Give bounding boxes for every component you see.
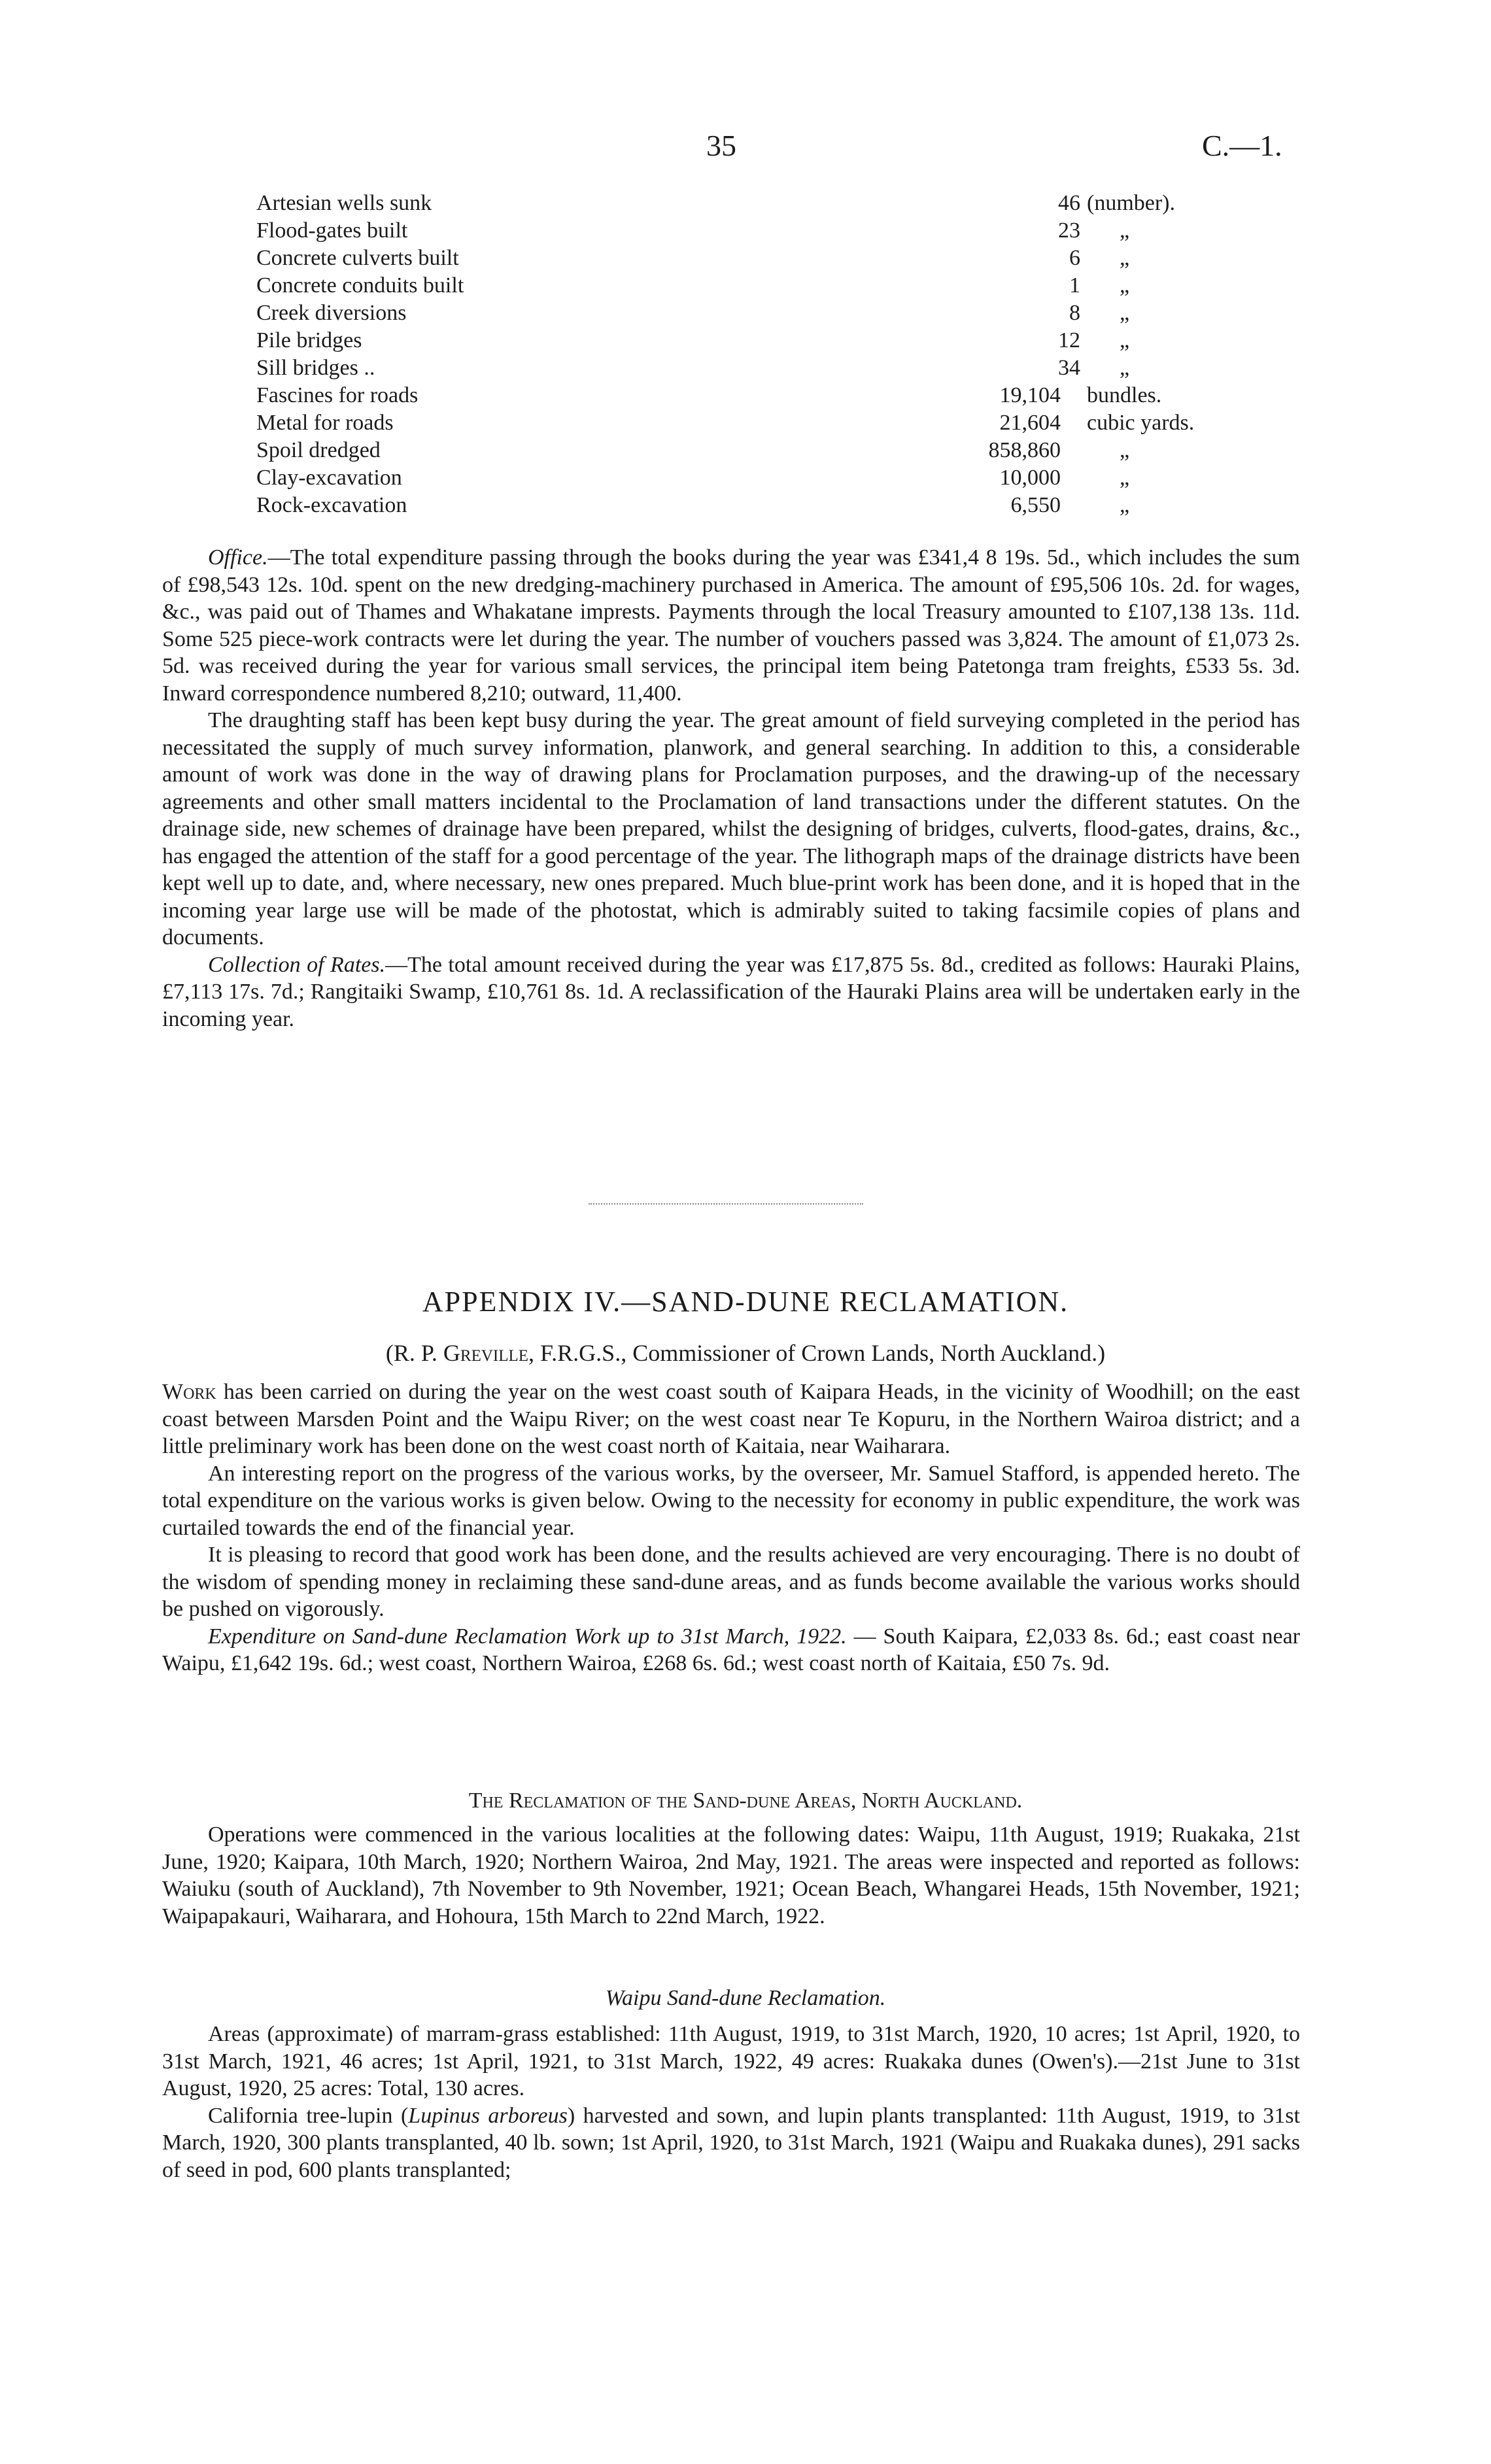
waipu-section [162, 2021, 1300, 2183]
author-name: Greville [443, 1340, 529, 1366]
stat-label: Pile bridges [256, 328, 367, 353]
author-suffix: , F.R.G.S., Commissioner of Crown Lands, North Auckland.) [528, 1340, 1106, 1366]
stat-value: 19,104 [999, 383, 1061, 407]
stat-row [256, 246, 1237, 273]
lupin-text: ) harvested and sown, and lupin plants transplanted: 11th August, 1919, to 31st March, 1920, 300 plants transplanted, 40 lb. sown; 1st April, 1920, to 31st March, 1921 (Waipu and Ruakaka dunes), 291 sacks of seed in pod, 600 plants transplanted; [162, 2103, 1300, 2182]
rates-text: —The total amount received during the year was £17,875 5s. 8d., credited as follows: Hauraki Plains, £7,113 17s. 7d.; Rangitaiki Swamp, £10,761 8s. 1d. A reclassification of the Hauraki Plains area will be undertaken early in the incoming year. [162, 952, 1300, 1031]
draughting-paragraph: The draughting staff has been kept busy during the year. The great amount of field surveying completed in the period has necessitated the supply of much survey information, planwork, and general searching. In addition to this, a considerable amount of work was done in the way of drawing plans for Proclamation purposes, and the drawing-up of the necessary agreements and other small matters incidental to the Proclamation of land transactions under the different statutes. On the drainage side, new schemes of drainage have been prepared, whilst the designing of bridges, culverts, flood-gates, drains, &c., has engaged the attention of the staff for a good percentage of the year. The lithograph maps of the drainage districts have been kept well up to date, and, where necessary, new ones prepared. Much blue-print work has been done, and it is hoped that in the incoming year large use will be made of the photostat, which is admirably suited to taking facsimile copies of plans and documents. [162, 708, 1300, 950]
operations-section [162, 1821, 1300, 1930]
stat-unit: „ [1120, 493, 1130, 517]
expenditure-text: — South Kaipara, £2,033 8s. 6d.; east coast near Waipu, £1,642 19s. 6d.; west coast, Northern Wairoa, £268 6s. 6d.; west coast north of Kaitaia, £50 7s. 9d. [162, 1624, 1300, 1675]
stat-row [256, 438, 1237, 466]
stat-label: Artesian wells sunk [256, 191, 437, 216]
stat-label: Spoil dredged [256, 438, 386, 463]
stat-unit: „ [1120, 273, 1130, 298]
stat-unit: „ [1120, 356, 1130, 380]
stat-row [256, 466, 1237, 493]
rates-paragraph [162, 951, 1300, 1033]
stat-label: Creek diversions [256, 301, 411, 326]
waipu-subheading: Waipu Sand-dune Reclamation. [605, 1986, 886, 2010]
stat-value: 23 [1058, 218, 1080, 243]
office-section [162, 544, 1300, 1033]
stat-label: Metal for roads [256, 411, 399, 436]
stat-value: 46 [1058, 191, 1080, 215]
stat-value: 10,000 [999, 466, 1061, 490]
stat-unit: cubic yards. [1087, 411, 1195, 435]
document-reference: C.—1. [1202, 129, 1282, 162]
operations-paragraph: Operations were commenced in the various localities at the following dates: Waipu, 11th August, 1919; Ruakaka, 21st June, 1920; Kaipara, 10th March, 1920; Northern Wairoa, 2nd May, 1921. The areas were inspected and reported as follows: Waiuku (south of Auckland), 7th November to 9th November, 1921; Ocean Beach, Whangarei Heads, 15th November, 1921; Waipapakauri, Waiharara, and Hohoura, 15th March to 22nd March, 1922. [162, 1822, 1300, 1928]
work-paragraph [162, 1378, 1300, 1460]
stat-label: Rock-excavation [256, 493, 412, 518]
stat-label: Concrete culverts built [256, 246, 464, 271]
rates-lead: Collection of Rates. [208, 952, 386, 977]
stat-value: 21,604 [999, 411, 1061, 435]
stat-row [256, 383, 1237, 411]
stat-value: 8 [1069, 301, 1080, 325]
stat-label: Sill bridges .. [256, 356, 380, 381]
expenditure-paragraph [162, 1623, 1300, 1677]
stat-unit: „ [1120, 218, 1130, 243]
stat-label: Clay-excavation [256, 466, 407, 490]
office-lead: Office. [208, 545, 268, 570]
appendix-intro [162, 1378, 1300, 1677]
stat-value: 34 [1058, 356, 1080, 380]
stat-value: 858,860 [988, 438, 1061, 462]
stat-label: Concrete conduits built [256, 273, 469, 298]
work-text: has been carried on during the year on the west coast south of Kaipara Heads, in the vicinity of Woodhill; on the east coast between Marsden Point and the Waipu River; on the west coast near Te Kopuru, in the Northern Wairoa district; and a little preliminary work has been done on the west coast north of Kaitaia, near Waiharara. [162, 1380, 1300, 1458]
stat-unit: „ [1120, 466, 1130, 490]
stat-value: 6 [1069, 246, 1080, 270]
stat-row [256, 493, 1237, 521]
stat-value: 1 [1069, 273, 1080, 298]
stat-row [256, 356, 1237, 383]
stat-row [256, 273, 1237, 301]
lupin-scientific-name: Lupinus arboreus [408, 2103, 568, 2128]
author-prefix: (R. P. [385, 1340, 443, 1366]
page-number: 35 [706, 129, 736, 162]
stat-row [256, 191, 1237, 218]
report-paragraph: An interesting report on the progress of the various works, by the overseer, Mr. Samuel Stafford, is appended hereto. The total expenditure on the various works is given below. Owing to the necessity for economy in public expenditure, the work was curtailed towards the end of the financial year. [162, 1461, 1300, 1540]
stat-row [256, 328, 1237, 356]
stat-unit: „ [1120, 438, 1130, 462]
office-text: —The total expenditure passing through the books during the year was £341,4 8 19s. 5d., which includes the sum of £98,543 12s. 10d. spent on the new dredging-machinery purchased in America. The amount of £95,506 10s. 2d. for wages, &c., was paid out of Thames and Whakatane imprests. Payments through the local Treasury amounted to £107,138 13s. 11d. Some 525 piece-work contracts were let during the year. The number of vouchers passed was 3,824. The amount of £1,073 2s. 5d. was received during the year for various small services, the principal item being Patetonga tram freights, £533 5s. 3d. Inward correspondence numbered 8,210; outward, 11,400. [162, 545, 1300, 706]
stat-value: 12 [1058, 328, 1080, 352]
stat-row [256, 411, 1237, 438]
appendix-author [0, 1339, 1491, 1367]
areas-paragraph: Areas (approximate) of marram-grass established: 11th August, 1919, to 31st March, 1920, 10 acres; 1st April, 1920, to 31st March, 1921, 46 acres; 1st April, 1921, to 31st March, 1922, 49 acres: Ruakaka dunes (Owen's).—21st June to 31st August, 1920, 25 acres: Total, 130 acres. [162, 2022, 1300, 2100]
office-paragraph [162, 544, 1300, 707]
expenditure-lead: Expenditure on Sand-dune Reclamation Work up to 31st March, 1922. [208, 1624, 847, 1649]
stat-row [256, 218, 1237, 246]
stat-value: 6,550 [1010, 493, 1061, 517]
stat-label: Fascines for roads [256, 383, 423, 408]
works-statistics-list [256, 191, 1237, 521]
stat-row [256, 301, 1237, 328]
reclamation-subheading: The Reclamation of the Sand-dune Areas, North Auckland. [468, 1788, 1023, 1813]
stat-unit: „ [1120, 246, 1130, 270]
work-lead: Work [162, 1380, 216, 1404]
lupin-prefix: California tree-lupin ( [208, 2103, 409, 2128]
stat-unit: (number). [1087, 191, 1176, 215]
appendix-title: APPENDIX IV.—SAND-DUNE RECLAMATION. [422, 1286, 1069, 1318]
stat-unit: bundles. [1087, 383, 1162, 407]
stat-unit: „ [1120, 328, 1130, 352]
lupin-paragraph [162, 2102, 1300, 2184]
section-divider [589, 1203, 863, 1205]
stat-label: Flood-gates built [256, 218, 413, 243]
stat-unit: „ [1120, 301, 1130, 325]
encouraging-paragraph: It is pleasing to record that good work has been done, and the results achieved are very encouraging. There is no doubt of the wisdom of spending money in reclaiming these sand-dune areas, and as funds become available the various works should be pushed on vigorously. [162, 1543, 1300, 1621]
